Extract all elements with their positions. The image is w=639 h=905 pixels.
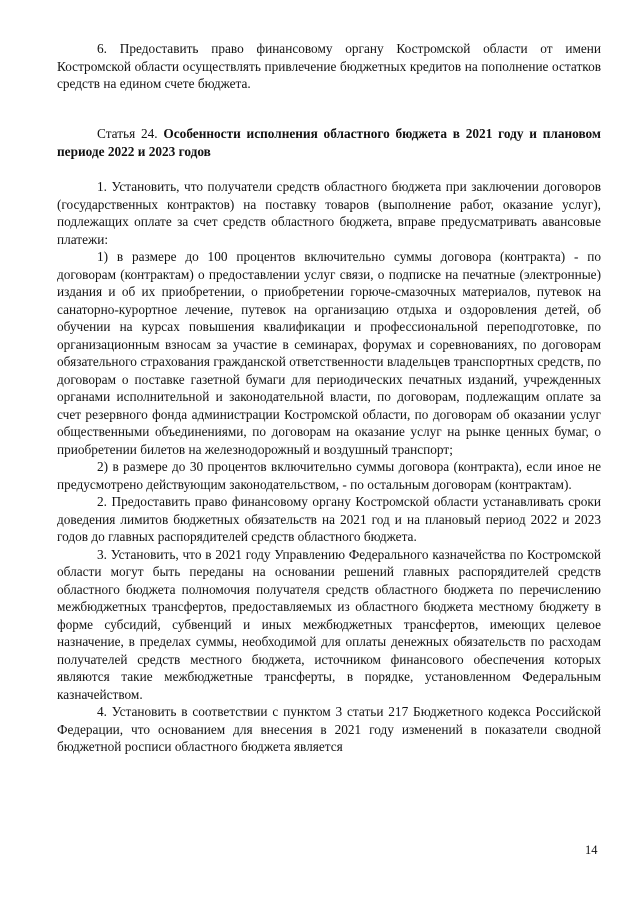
paragraph-6: 6. Предоставить право финансовому органу Костромской области от имени Костромской области осуществлять привлечение бюджетных кредитов на пополнение остатков средств на едином счете бюджета. bbox=[57, 41, 601, 91]
page-number: 14 bbox=[585, 843, 598, 857]
paragraph-4: 4. Установить в соответствии с пунктом 3 статьи 217 Бюджетного кодекса Российской Федерации, что основанием для внесения в 2021 году изменений в показатели сводной бюджетной росписи областного бюджета является bbox=[57, 704, 601, 754]
paragraph-1: 1. Установить, что получатели средств областного бюджета при заключении договоров (государственных контрактов) на поставку товаров (выполнение работ, оказание услуг), подлежащих оплате за счет средств областного бюджета, вправе предусматривать авансовые платежи: bbox=[57, 179, 601, 247]
paragraph-2: 2. Предоставить право финансовому органу Костромской области устанавливать сроки доведения лимитов бюджетных обязательств на 2021 год и на плановый период 2022 и 2023 годов до главных распорядителей средств областного бюджета. bbox=[57, 494, 601, 544]
paragraph-1-2: 2) в размере до 30 процентов включительно суммы договора (контракта), если иное не предусмотрено действующим законодательством, - по остальным договорам (контрактам). bbox=[57, 459, 601, 492]
article-body bbox=[57, 178, 601, 756]
article-number: Статья 24. bbox=[97, 126, 158, 141]
article-heading bbox=[57, 125, 601, 160]
paragraph-1-1: 1) в размере до 100 процентов включительно суммы договора (контракта) - по договорам (контрактам) о предоставлении услуг связи, о подписке на печатные (электронные) издания и об их приобретении, о приобретении горюче-смазочных материалов, путевок на санаторно-курортное лечение, путевок на организацию отдыха и оздоровления детей, об обучении на курсах повышения квалификации и профессиональной переподготовке, по организационным взносам за участие в семинарах, форумах и соревнованиях, по договорам обязательного страхования гражданской ответственности владельцев транспортных средств, по договорам о поставке газетной бумаги для периодических печатных изданий, учрежденных органами исполнительной и законодательной власти, по договорам, подлежащим оплате за счет резервного фонда администрации Костромской области, по договорам об оказании услуг общественными объединениями, по договорам на оказание услуг на рынке ценных бумаг, о приобретении билетов на железнодорожный и воздушный транспорт; bbox=[57, 249, 601, 457]
paragraph-3: 3. Установить, что в 2021 году Управлению Федерального казначейства по Костромской области могут быть переданы на основании решений главных распорядителей средств областного бюджета полномочия получателя средств областного бюджета по перечислению межбюджетных трансфертов, предоставляемых из областного бюджета местному бюджету в форме субсидий, субвенций и иных межбюджетных трансфертов, имеющих целевое назначение, в пределах суммы, необходимой для оплаты денежных обязательств по расходам получателей средств местного бюджета, источником финансового обеспечения которых являются такие межбюджетные трансферты, в порядке, установленном Федеральным казначейством. bbox=[57, 546, 601, 702]
article-title: Особенности исполнения областного бюджета в 2021 году и плановом периоде 2022 и 2023 годов bbox=[57, 126, 601, 159]
top-section bbox=[57, 40, 601, 93]
